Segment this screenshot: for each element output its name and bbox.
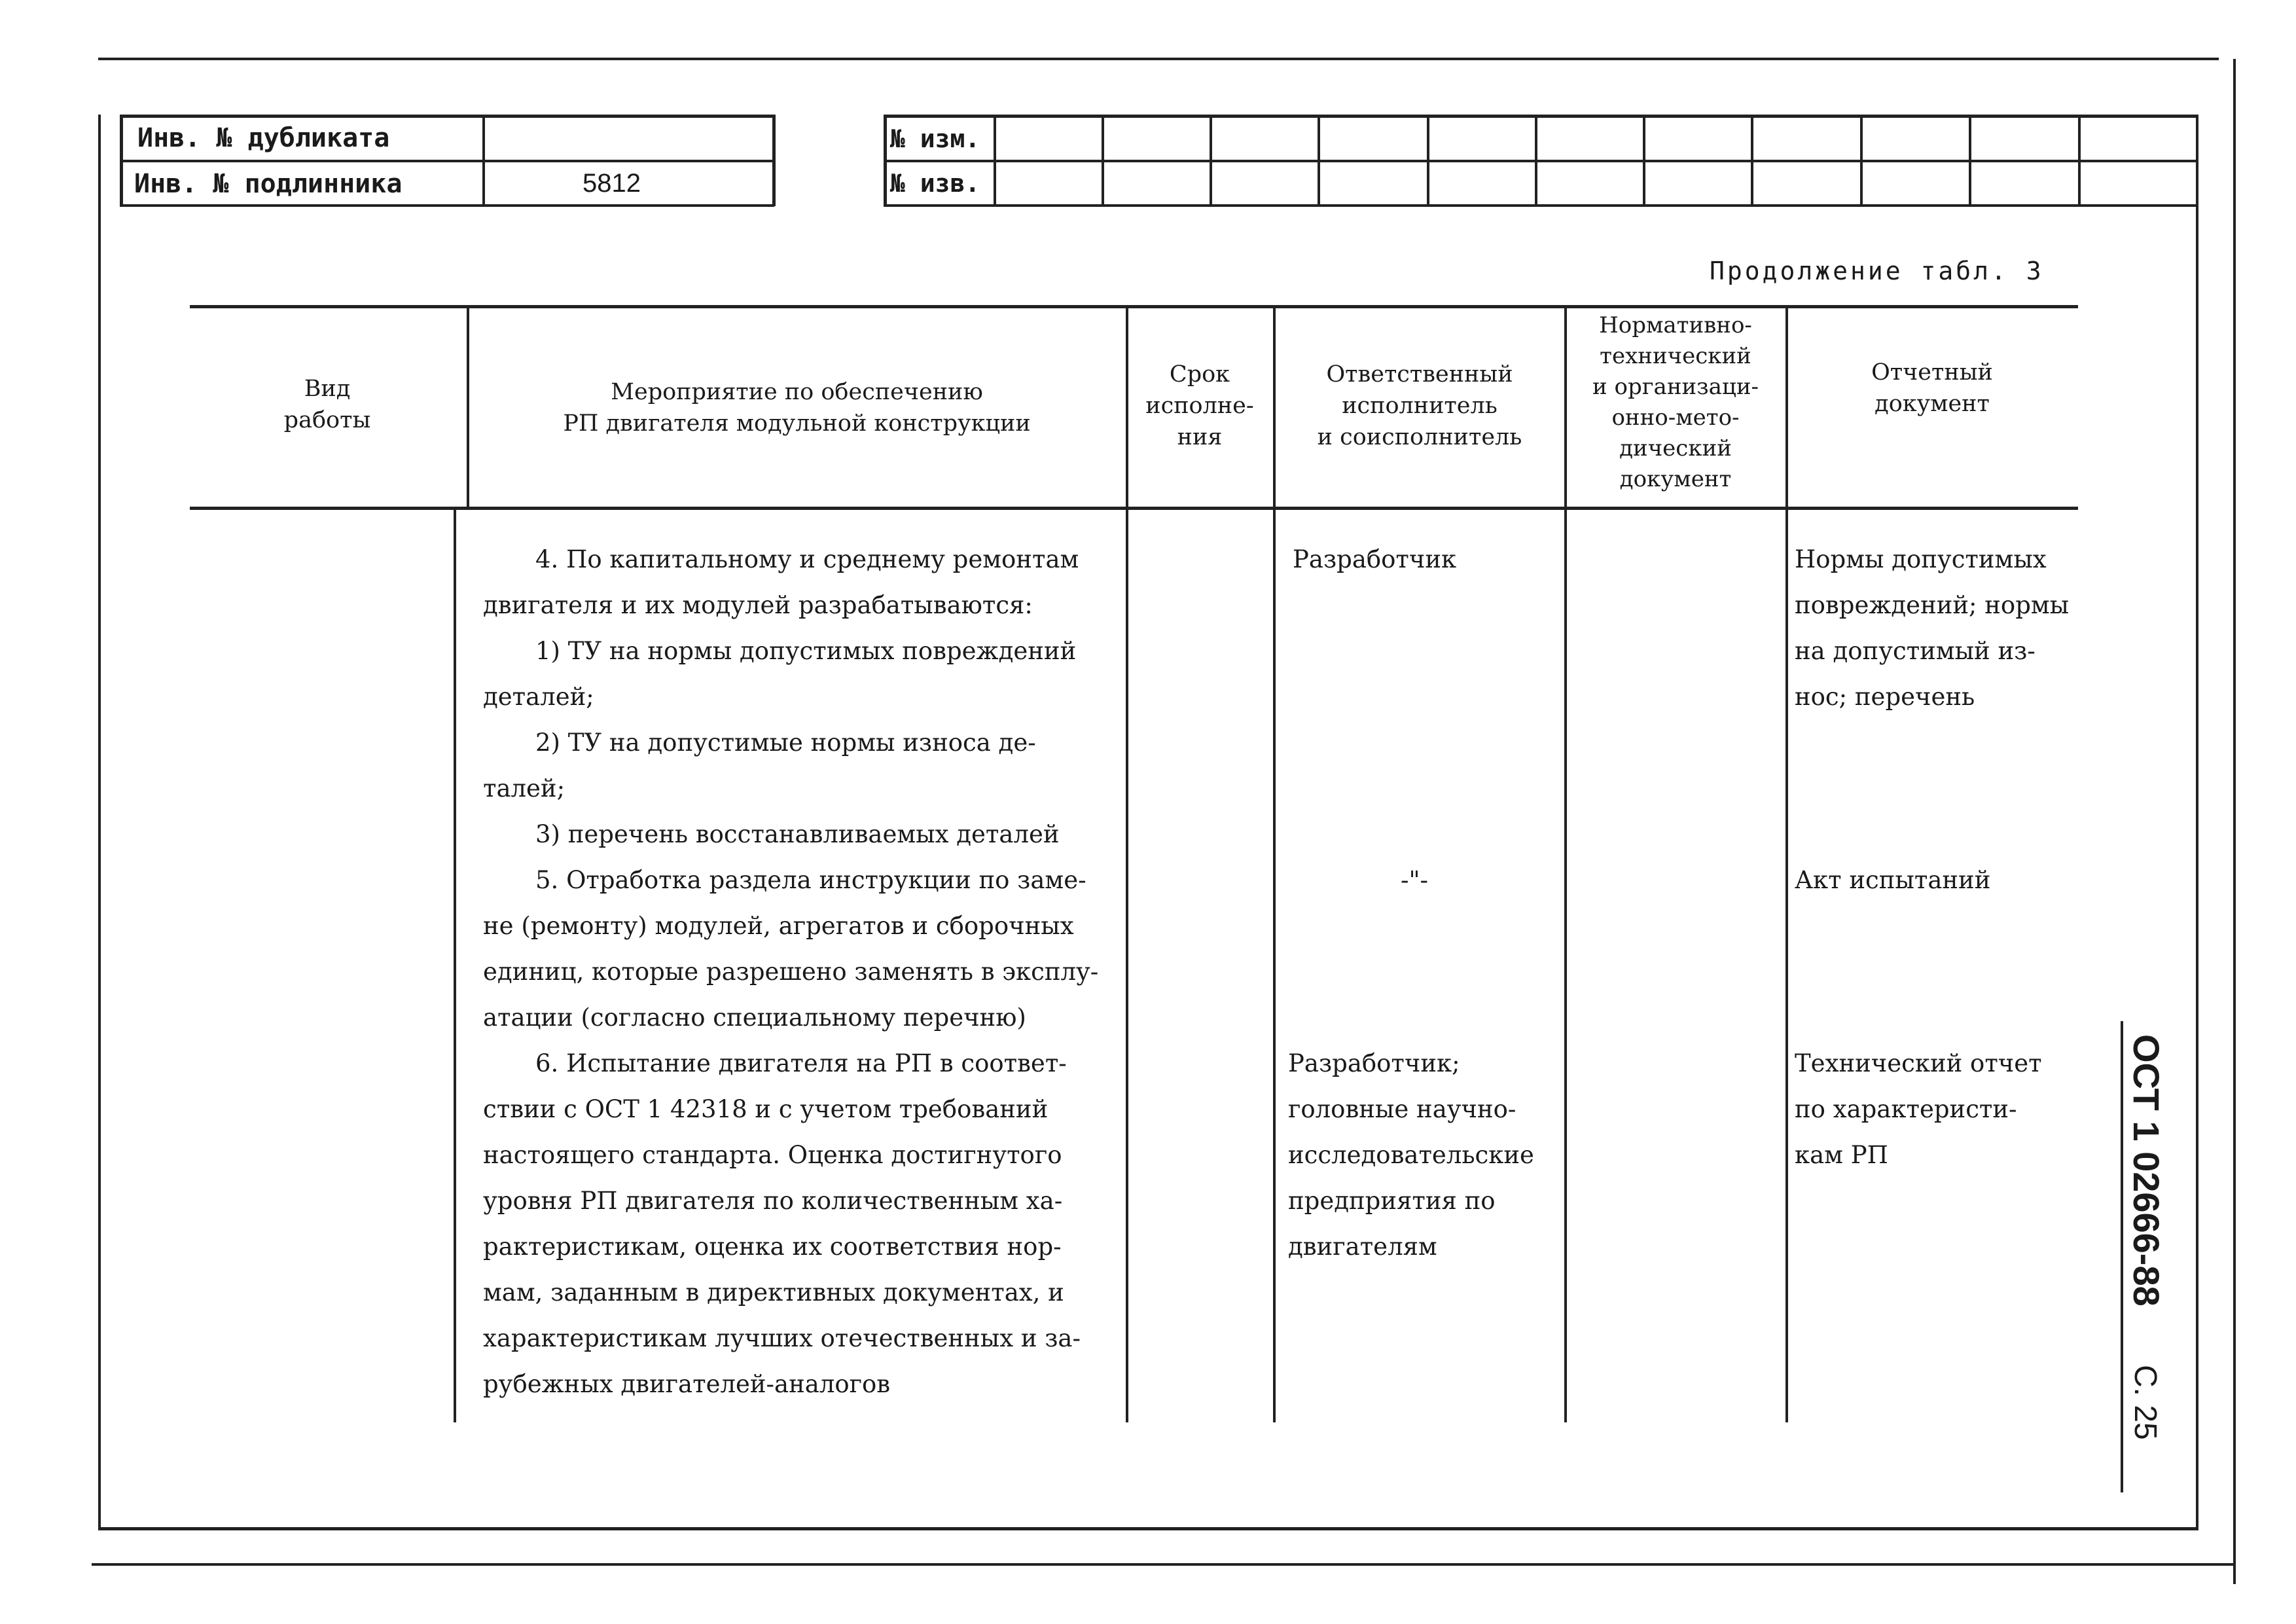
bottom-rule-outer [92, 1563, 2236, 1566]
measure-line: 4. По капитальному и среднему ремонтам [535, 545, 1079, 573]
measure-line: рактеристикам, оценка их соответствия нор- [483, 1233, 1062, 1261]
measure-text [483, 537, 1098, 1407]
standard-code: ОСТ 1 02666-88 [2126, 1034, 2167, 1307]
side-rule [2121, 1021, 2123, 1492]
measure-line: деталей; [483, 683, 594, 711]
report-damage-norms: Нормы допустимых повреждений; нормы на допустимый из- нос; перечень [1795, 545, 2070, 711]
report-technical: Технический отчет по характеристи- кам РП [1795, 1049, 2042, 1169]
duplicate-inventory-label: Инв. № дубликата [137, 123, 390, 153]
header-term: Срок исполне- ния [1145, 361, 1254, 450]
measure-line: атации (согласно специальному перечню) [483, 1003, 1026, 1032]
measure-line: не (ремонту) модулей, агрегатов и сборочных [483, 912, 1074, 940]
change-number-label: № изм. [890, 124, 980, 153]
report-test-act: Акт испытаний [1795, 866, 1991, 894]
header-responsible: Ответственный исполнитель и соисполнитель [1317, 361, 1522, 450]
measure-line: 6. Испытание двигателя на РП в соответ- [535, 1049, 1067, 1077]
frame-left [98, 115, 101, 1528]
measure-line: 1) ТУ на нормы допустимых повреждений [535, 637, 1077, 665]
measure-line: двигателя и их модулей разрабатываются: [483, 591, 1033, 619]
measure-line: талей; [483, 774, 565, 803]
table-caption: Продолжение табл. 3 [1710, 257, 2044, 285]
measure-line: единиц, которые разрешено заменять в эксплу- [483, 958, 1099, 986]
header-report: Отчетный документ [1871, 359, 1993, 417]
header-measure: Мероприятие по обеспечению РП двигателя модульной конструкции [563, 379, 1031, 437]
notice-number-label: № изв. [890, 169, 980, 198]
header-normative: Нормативно- технический и организаци- онно-мето- дический документ [1592, 312, 1759, 492]
measure-line: настоящего стандарта. Оценка достигнутого [483, 1141, 1062, 1169]
frame-bottom [98, 1527, 2198, 1530]
responsible-group: Разработчик; головные научно- исследовательские предприятия по двигателям [1288, 1049, 1534, 1261]
frame-right-outer [2233, 59, 2236, 1584]
measure-line: рубежных двигателей-аналогов [483, 1370, 891, 1398]
measure-line: 5. Отработка раздела инструкции по заме- [535, 866, 1086, 894]
top-rule [98, 58, 2219, 60]
measure-line: мам, заданным в директивных документах, и [483, 1278, 1064, 1307]
measure-line: уровня РП двигателя по количественным ха- [483, 1187, 1063, 1215]
page-number: С. 25 [2128, 1365, 2162, 1440]
measure-line: 3) перечень восстанавливаемых деталей [535, 820, 1060, 848]
measure-line: ствии с ОСТ 1 42318 и с учетом требований [483, 1095, 1049, 1123]
original-inventory-value: 5812 [583, 169, 641, 198]
original-inventory-label: Инв. № подлинника [134, 169, 403, 199]
measure-line: 2) ТУ на допустимые нормы износа де- [535, 729, 1036, 757]
frame-right [2196, 115, 2198, 1528]
responsible-ditto: -"- [1401, 866, 1429, 894]
responsible-developer: Разработчик [1293, 545, 1457, 573]
header-work-type: Вид работы [283, 376, 371, 433]
measure-line: характеристикам лучших отечественных и за- [483, 1324, 1081, 1352]
